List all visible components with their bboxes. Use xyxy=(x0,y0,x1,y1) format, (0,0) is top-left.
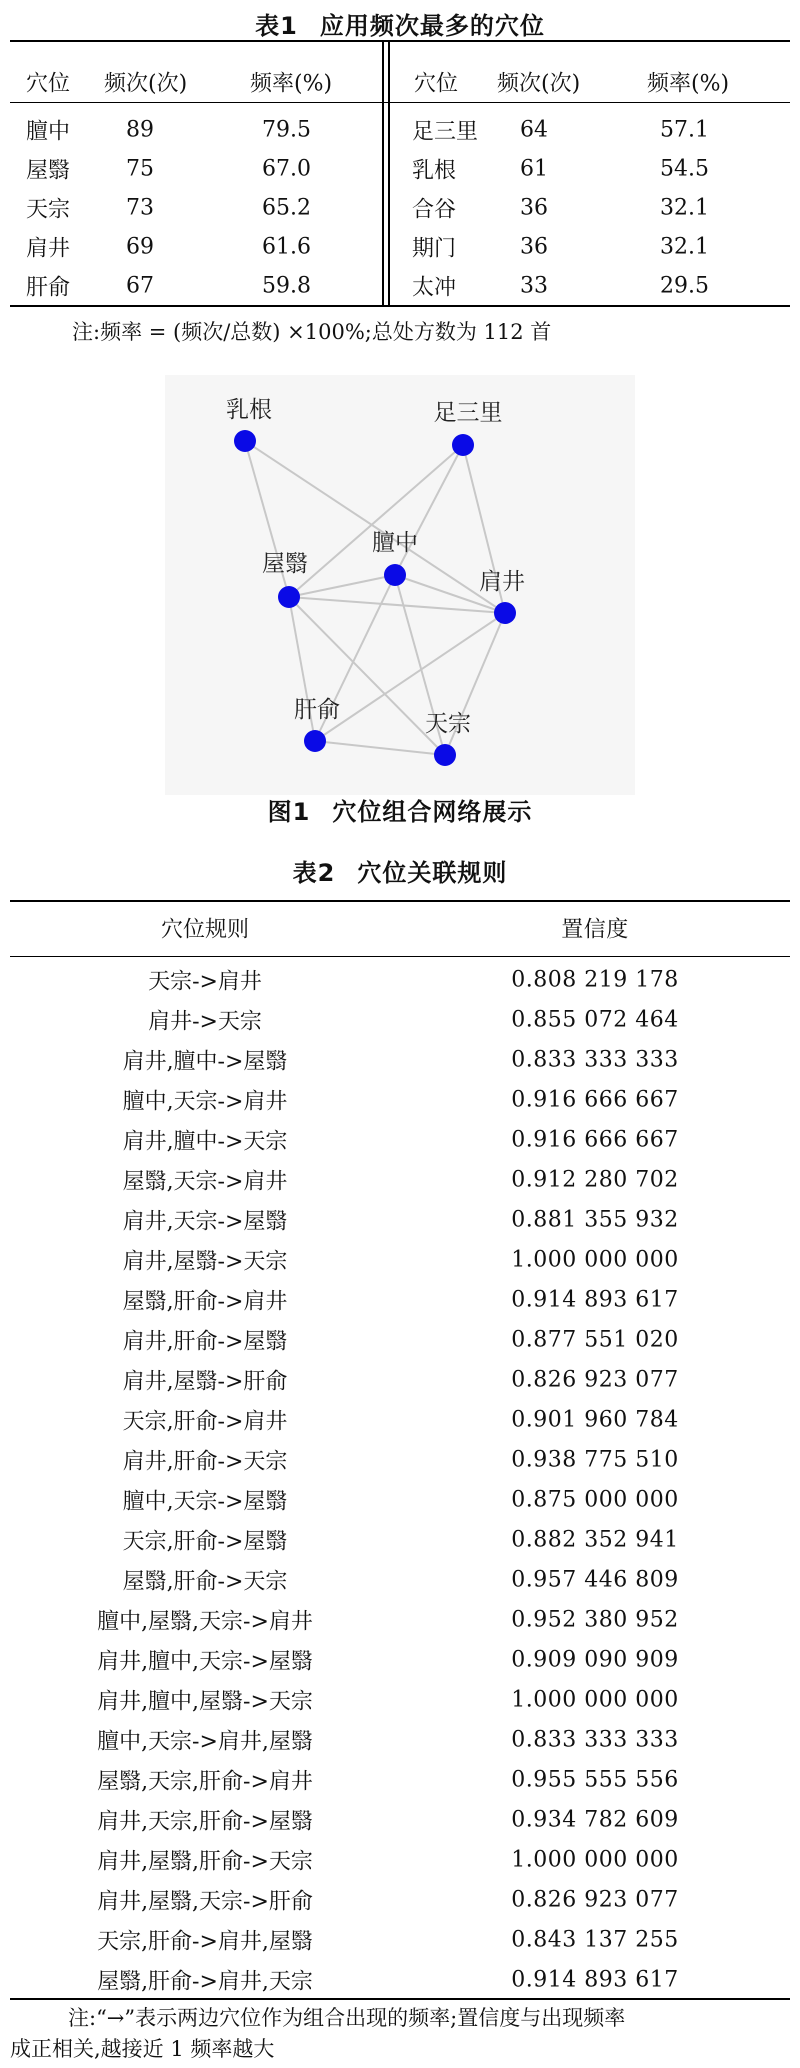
table2-row xyxy=(10,1240,790,1280)
table1-cell: 61 xyxy=(520,156,548,182)
table2-row xyxy=(10,1120,790,1160)
table2-confidence-cell: 0.808 219 178 xyxy=(511,967,679,993)
table2-caption xyxy=(0,853,800,888)
table1-cell: 屋翳 xyxy=(26,158,71,184)
table1-cell: 膻中 xyxy=(26,119,71,145)
table2-rule-cell: 肩井,天宗->屋翳 xyxy=(122,1209,288,1235)
table2-confidence-cell: 0.938 775 510 xyxy=(511,1447,679,1473)
table2-rule-cell: 肩井,屋翳,天宗->肝俞 xyxy=(97,1889,313,1915)
network-node-wuyi xyxy=(278,586,300,608)
table2-confidence-cell: 1.000 000 000 xyxy=(511,1847,679,1873)
network-node-label-jianjing: 肩井 xyxy=(479,569,525,595)
network-node-label-tianzong: 天宗 xyxy=(425,711,471,737)
table2-rule-cell: 肩井,膻中->天宗 xyxy=(122,1129,288,1155)
table2-rule-cell: 天宗->肩井 xyxy=(148,969,262,995)
network-edge-zusanli-wuyi xyxy=(289,445,463,597)
table2-row xyxy=(10,1080,790,1120)
table2-rule-cell: 天宗,肝俞->肩井,屋翳 xyxy=(97,1929,313,1955)
table2-rule-cell: 肩井,屋翳,肝俞->天宗 xyxy=(97,1849,313,1875)
table1-cell: 64 xyxy=(520,117,548,143)
table1-top-rule xyxy=(10,40,790,42)
table1-cell: 36 xyxy=(520,234,548,260)
table2-row xyxy=(10,1000,790,1040)
table1-cell: 54.5 xyxy=(660,156,709,182)
table2-row xyxy=(10,1400,790,1440)
table2-rule-cell: 肩井,肝俞->屋翳 xyxy=(122,1329,288,1355)
table2-row xyxy=(10,1480,790,1520)
table2-rule-cell: 肩井,膻中->屋翳 xyxy=(122,1049,288,1075)
table1-cell: 73 xyxy=(126,195,154,221)
table2-confidence-cell: 0.882 352 941 xyxy=(511,1527,679,1553)
table2-row xyxy=(10,960,790,1000)
network-node-zusanli xyxy=(452,434,474,456)
table2-row xyxy=(10,1320,790,1360)
network-node-danzhong xyxy=(384,564,406,586)
table1-row xyxy=(12,227,788,267)
table2-note-line2: 成正相关,越接近 1 频率越大 xyxy=(10,2037,275,2061)
table1-cell: 太冲 xyxy=(412,275,457,301)
table2-header-row xyxy=(10,908,790,948)
network-node-label-ganshu: 肝俞 xyxy=(294,697,340,723)
table2-rule-cell: 肩井,屋翳->肝俞 xyxy=(122,1369,288,1395)
table1-cell: 33 xyxy=(520,273,548,299)
network-node-label-danzhong: 膻中 xyxy=(372,530,418,556)
table2-rule-cell: 肩井,肝俞->天宗 xyxy=(122,1449,288,1475)
table1-header-cell: 频率(%) xyxy=(647,71,730,97)
table1-cell: 67.0 xyxy=(262,156,311,182)
table1-caption xyxy=(0,6,800,41)
table2-confidence-cell: 0.826 923 077 xyxy=(511,1367,679,1393)
table2-row xyxy=(10,1520,790,1560)
table2-row xyxy=(10,1920,790,1960)
table1-header-cell: 穴位 xyxy=(26,71,71,97)
table2-confidence-cell: 0.833 333 333 xyxy=(511,1727,679,1753)
table2-row xyxy=(10,1880,790,1920)
table1-cell: 57.1 xyxy=(660,117,709,143)
table1-header-cell: 穴位 xyxy=(414,71,459,97)
table1-cell: 合谷 xyxy=(412,197,457,223)
table2-confidence-cell: 0.912 280 702 xyxy=(511,1167,679,1193)
table2-confidence-cell: 0.916 666 667 xyxy=(511,1127,679,1153)
table2-rule-cell: 膻中,天宗->肩井 xyxy=(122,1089,288,1115)
table1-cell: 天宗 xyxy=(26,197,71,223)
table2-row xyxy=(10,1680,790,1720)
table2-header-confidence-col: 置信度 xyxy=(561,917,629,943)
table1-cell: 89 xyxy=(126,117,154,143)
table2-row xyxy=(10,1360,790,1400)
table1-cell: 32.1 xyxy=(660,234,709,260)
network-node-label-zusanli: 足三里 xyxy=(433,400,503,426)
table1-header-cell: 频次(次) xyxy=(104,71,188,97)
network-edge-wuyi-danzhong xyxy=(289,575,395,597)
network-edge-ganshu-tianzong xyxy=(315,741,445,755)
table2-note-line1: 注:“→”表示两边穴位作为组合出现的频率;置信度与出现频率 xyxy=(68,2006,626,2030)
table2-rule-cell: 肩井,膻中,天宗->屋翳 xyxy=(97,1649,313,1675)
network-edge-wuyi-jianjing xyxy=(289,597,505,613)
table1-cell: 36 xyxy=(520,195,548,221)
table2-rule-cell: 天宗,肝俞->屋翳 xyxy=(122,1529,288,1555)
table2-row xyxy=(10,1560,790,1600)
table2-confidence-cell: 0.916 666 667 xyxy=(511,1087,679,1113)
network-node-jianjing xyxy=(494,602,516,624)
table2-top-rule xyxy=(10,900,790,902)
table2-confidence-cell: 1.000 000 000 xyxy=(511,1687,679,1713)
table2-rule-cell: 肩井->天宗 xyxy=(148,1009,262,1035)
network-node-label-wuyi: 屋翳 xyxy=(262,551,308,577)
table1-cell: 足三里 xyxy=(412,119,479,145)
network-node-tianzong xyxy=(434,744,456,766)
table2-confidence-cell: 0.826 923 077 xyxy=(511,1887,679,1913)
network-edge-rugen-jianjing xyxy=(245,441,505,613)
table1-title: 应用频次最多的穴位 xyxy=(319,12,545,40)
table1-cell: 乳根 xyxy=(412,158,457,184)
table2-rule-cell: 屋翳,天宗->肩井 xyxy=(122,1169,288,1195)
table2-number: 表2 xyxy=(292,859,336,887)
network-graph xyxy=(165,375,635,795)
table2-rule-cell: 肩井,天宗,肝俞->屋翳 xyxy=(97,1809,313,1835)
table2-row xyxy=(10,1800,790,1840)
table2-confidence-cell: 0.901 960 784 xyxy=(511,1407,679,1433)
table2-row xyxy=(10,1640,790,1680)
table1-header-cell: 频次(次) xyxy=(497,71,581,97)
table2-rule-cell: 膻中,天宗->屋翳 xyxy=(122,1489,288,1515)
table2-confidence-cell: 0.914 893 617 xyxy=(511,1287,679,1313)
table2-confidence-cell: 0.875 000 000 xyxy=(511,1487,679,1513)
table1-cell: 61.6 xyxy=(262,234,311,260)
table1-row xyxy=(12,188,788,228)
table1-row xyxy=(12,266,788,306)
table2-rule-cell: 膻中,屋翳,天宗->肩井 xyxy=(97,1609,313,1635)
table2-confidence-cell: 0.877 551 020 xyxy=(511,1327,679,1353)
table2-rule-cell: 屋翳,肝俞->肩井,天宗 xyxy=(97,1969,313,1995)
table2-rule-cell: 屋翳,肝俞->天宗 xyxy=(122,1569,288,1595)
table1-note: 注:频率 = (频次/总数) ×100%;总处方数为 112 首 xyxy=(72,320,552,344)
table2-row xyxy=(10,1280,790,1320)
table2-confidence-cell: 1.000 000 000 xyxy=(511,1247,679,1273)
table2-rule-cell: 膻中,天宗->肩井,屋翳 xyxy=(97,1729,313,1755)
figure1-caption xyxy=(0,792,800,827)
figure1-number: 图1 xyxy=(267,798,311,826)
table1-cell: 59.8 xyxy=(262,273,311,299)
table2-confidence-cell: 0.909 090 909 xyxy=(511,1647,679,1673)
table2-rule-cell: 屋翳,肝俞->肩井 xyxy=(122,1289,288,1315)
network-node-ganshu xyxy=(304,730,326,752)
table1-cell: 29.5 xyxy=(660,273,709,299)
table1-cell: 65.2 xyxy=(262,195,311,221)
table2-rule-cell: 肩井,膻中,屋翳->天宗 xyxy=(97,1689,313,1715)
table2-confidence-cell: 0.843 137 255 xyxy=(511,1927,679,1953)
table1-number: 表1 xyxy=(255,12,298,40)
table2-header-rule-col: 穴位规则 xyxy=(160,917,249,943)
table2-rule-cell: 屋翳,天宗,肝俞->肩井 xyxy=(97,1769,313,1795)
table1-header-rule xyxy=(10,102,790,103)
table2-row xyxy=(10,1160,790,1200)
table2-confidence-cell: 0.957 446 809 xyxy=(511,1567,679,1593)
table2-confidence-cell: 0.855 072 464 xyxy=(511,1007,679,1033)
table2-title: 穴位关联规则 xyxy=(357,859,508,887)
network-node-rugen xyxy=(234,430,256,452)
table2-row xyxy=(10,1960,790,2000)
network-node-label-rugen: 乳根 xyxy=(226,397,272,423)
table1-cell: 75 xyxy=(126,156,154,182)
figure1-title: 穴位组合网络展示 xyxy=(332,798,533,826)
table2-header-rule xyxy=(10,956,790,957)
table1-cell: 79.5 xyxy=(262,117,311,143)
table1-row xyxy=(12,110,788,150)
table1-header-row xyxy=(12,62,788,102)
table2-rule-cell: 肩井,屋翳->天宗 xyxy=(122,1249,288,1275)
table2-row xyxy=(10,1600,790,1640)
acupoint-network-figure xyxy=(165,375,635,795)
table2-confidence-cell: 0.934 782 609 xyxy=(511,1807,679,1833)
table1-row xyxy=(12,149,788,189)
table2-row xyxy=(10,1040,790,1080)
table1-cell: 69 xyxy=(126,234,154,260)
table2-row xyxy=(10,1720,790,1760)
table2-row xyxy=(10,1840,790,1880)
table1-cell: 期门 xyxy=(412,236,457,262)
table1-cell: 32.1 xyxy=(660,195,709,221)
table2-row xyxy=(10,1440,790,1480)
table2-confidence-cell: 0.914 893 617 xyxy=(511,1967,679,1993)
table2-confidence-cell: 0.833 333 333 xyxy=(511,1047,679,1073)
table2-confidence-cell: 0.881 355 932 xyxy=(511,1207,679,1233)
table2-confidence-cell: 0.955 555 556 xyxy=(511,1767,679,1793)
table1-cell: 肩井 xyxy=(26,236,71,262)
table1-cell: 67 xyxy=(126,273,154,299)
table2-row xyxy=(10,1760,790,1800)
table2-row xyxy=(10,1200,790,1240)
table1-cell: 肝俞 xyxy=(26,275,71,301)
table1-header-cell: 频率(%) xyxy=(250,71,333,97)
table2-rule-cell: 天宗,肝俞->肩井 xyxy=(122,1409,288,1435)
table2-confidence-cell: 0.952 380 952 xyxy=(511,1607,679,1633)
